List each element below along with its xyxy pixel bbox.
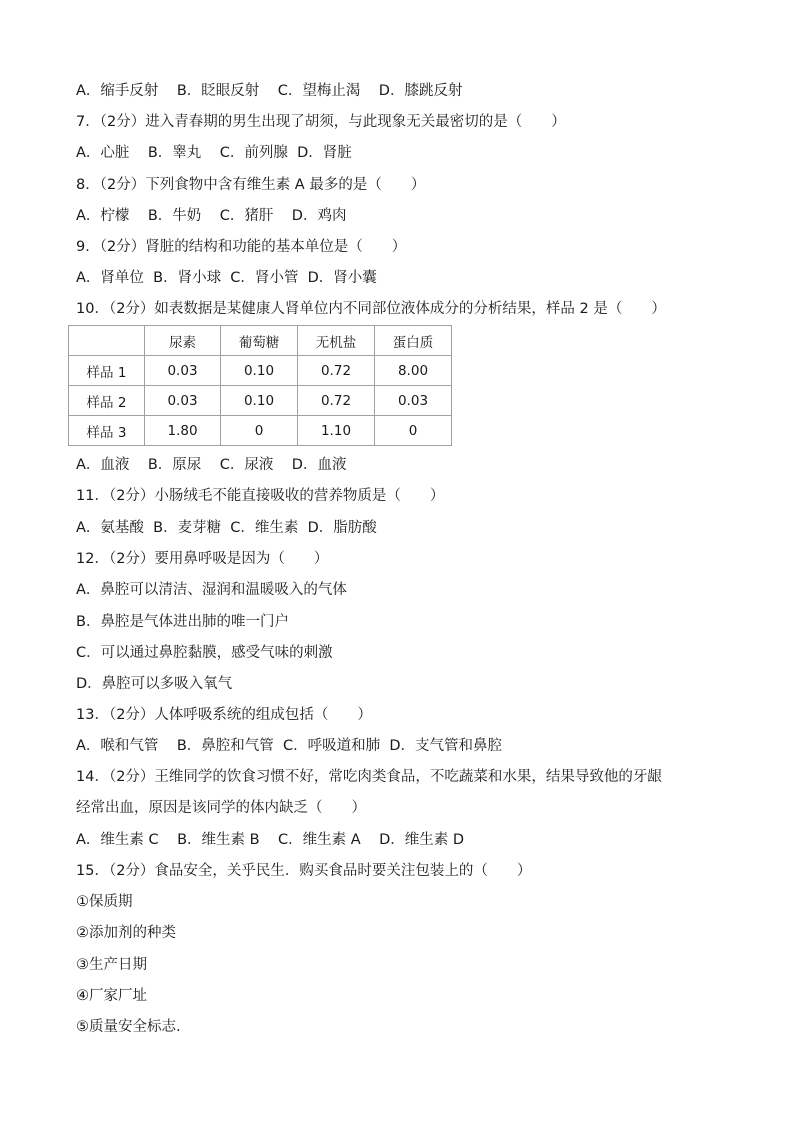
- table-cell: 0.03: [145, 356, 221, 386]
- table-row: [69, 386, 452, 416]
- question-10: 10．（2分）如表数据是某健康人肾单位内不同部位液体成分的分析结果，样品 2 是（ ）: [76, 301, 666, 317]
- question-14-line-1: 14．（2分）王维同学的饮食习惯不好，常吃肉类食品，不吃蔬菜和水果，结果导致他的牙龈: [76, 769, 662, 785]
- table-header-cell: 无机盐: [298, 326, 375, 356]
- q14-options: A．维生素 C B．维生素 B C．维生素 A D．维生素 D: [76, 832, 465, 848]
- q15-item-5: ⑤质量安全标志.: [76, 1019, 181, 1035]
- table-cell: 8.00: [375, 356, 452, 386]
- question-13: 13．（2分）人体呼吸系统的组成包括（ ）: [76, 707, 372, 723]
- question-14-line-2: 经常出血，原因是该同学的体内缺乏（ ）: [76, 800, 366, 816]
- q11-options: A．氨基酸 B．麦芽糖 C．维生素 D．脂肪酸: [76, 520, 377, 536]
- table-cell: 1.10: [298, 416, 375, 446]
- table-header-row: [69, 326, 452, 356]
- table-cell: 0.72: [298, 386, 375, 416]
- q12-option-b: B．鼻腔是气体进出肺的唯一门户: [76, 614, 289, 630]
- table-cell: 样品 2: [69, 386, 145, 416]
- q15-item-2: ②添加剂的种类: [76, 925, 176, 941]
- q12-option-c: C．可以通过鼻腔黏膜，感受气味的刺激: [76, 645, 333, 661]
- table-cell: 0.03: [145, 386, 221, 416]
- sample-table: [68, 325, 452, 446]
- question-15: 15．（2分）食品安全，关乎民生．购买食品时要关注包装上的（ ）: [76, 863, 532, 879]
- question-9: 9．（2分）肾脏的结构和功能的基本单位是（ ）: [76, 239, 407, 255]
- q12-option-a: A．鼻腔可以清洁、湿润和温暖吸入的气体: [76, 582, 347, 598]
- table-header-cell: 尿素: [145, 326, 221, 356]
- question-8: 8．（2分）下列食物中含有维生素 A 最多的是（ ）: [76, 177, 426, 193]
- q12-option-d: D．鼻腔可以多吸入氧气: [76, 676, 233, 692]
- q8-options: A．柠檬 B．牛奶 C．猪肝 D．鸡肉: [76, 208, 347, 224]
- q6-options: A．缩手反射 B．眨眼反射 C．望梅止渴 D．膝跳反射: [76, 83, 463, 99]
- q13-options: A．喉和气管 B．鼻腔和气管 C．呼吸道和肺 D．支气管和鼻腔: [76, 738, 503, 754]
- table-cell: 0.03: [375, 386, 452, 416]
- q15-item-1: ①保质期: [76, 894, 133, 910]
- table-cell: 0: [375, 416, 452, 446]
- table-header-cell: 蛋白质: [375, 326, 452, 356]
- q7-options: A．心脏 B．睾丸 C．前列腺 D．肾脏: [76, 145, 352, 161]
- table-cell: 0.10: [221, 356, 298, 386]
- table-cell: 0.72: [298, 356, 375, 386]
- table-cell: 0.10: [221, 386, 298, 416]
- table-header-cell: 葡萄糖: [221, 326, 298, 356]
- table-cell: 样品 1: [69, 356, 145, 386]
- question-11: 11．（2分）小肠绒毛不能直接吸收的营养物质是（ ）: [76, 488, 445, 504]
- q15-item-4: ④厂家厂址: [76, 988, 147, 1004]
- q15-item-3: ③生产日期: [76, 957, 147, 973]
- table-cell: 0: [221, 416, 298, 446]
- q10-options: A．血液 B．原尿 C．尿液 D．血液: [76, 457, 347, 473]
- table-row: [69, 416, 452, 446]
- table-cell: 样品 3: [69, 416, 145, 446]
- table-cell: 1.80: [145, 416, 221, 446]
- question-7: 7．（2分）进入青春期的男生出现了胡须，与此现象无关最密切的是（ ）: [76, 114, 566, 130]
- q9-options: A．肾单位 B．肾小球 C．肾小管 D．肾小囊: [76, 270, 377, 286]
- table-row: [69, 356, 452, 386]
- question-12: 12．（2分）要用鼻呼吸是因为（ ）: [76, 551, 329, 567]
- table-header-cell: [69, 326, 145, 356]
